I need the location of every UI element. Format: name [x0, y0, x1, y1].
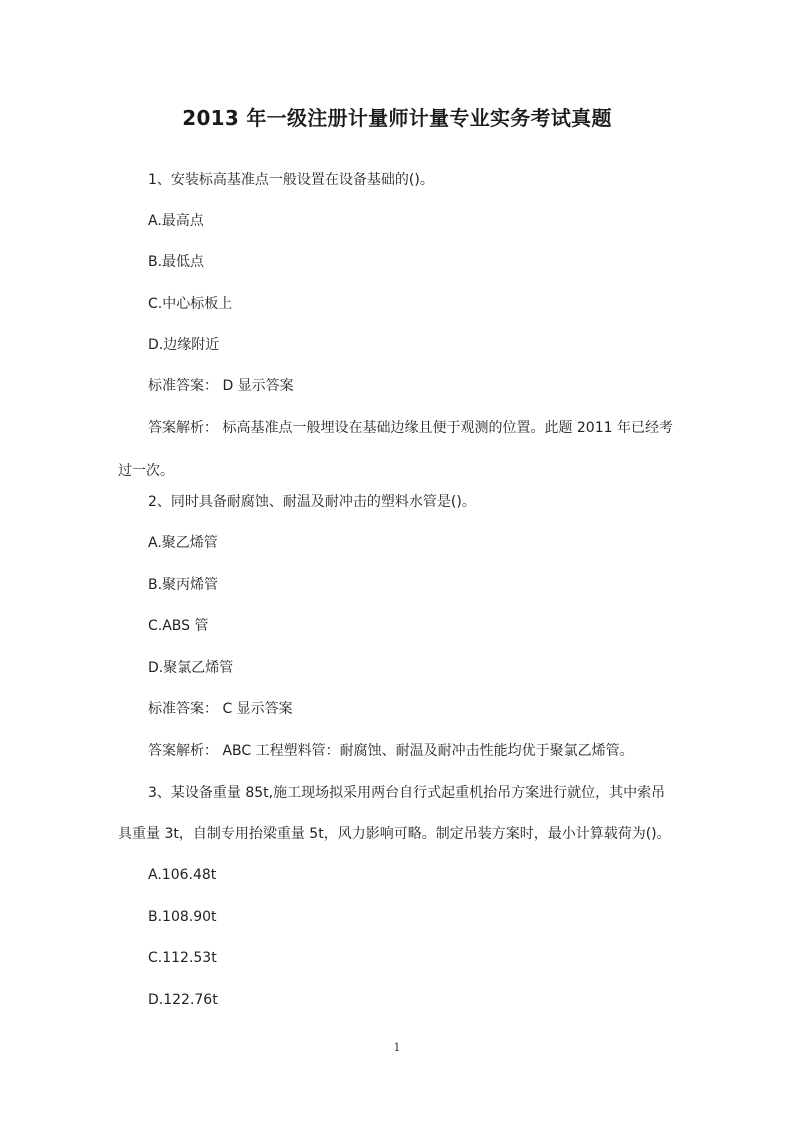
question-3-option-a: A.106.48t — [148, 867, 217, 883]
question-1-option-a: A.最高点 — [148, 213, 204, 229]
question-1-analysis: 答案解析： 标高基准点一般埋设在基础边缘且便于观测的位置。此题 2011 年已经考 — [148, 420, 673, 436]
question-1-option-b: B.最低点 — [148, 254, 205, 270]
page-number: 1 — [393, 1041, 401, 1054]
question-1-option-d: D.边缘附近 — [148, 337, 220, 353]
question-2-option-a: A.聚乙烯管 — [148, 535, 218, 551]
question-1-stem: 1、安装标高基准点一般设置在设备基础的()。 — [148, 172, 434, 188]
question-3-stem: 3、某设备重量 85t,施工现场拟采用两台自行式起重机抬吊方案进行就位，其中索吊 — [148, 785, 666, 801]
question-2-option-b: B.聚丙烯管 — [148, 577, 219, 593]
question-2-analysis: 答案解析： ABC 工程塑料管：耐腐蚀、耐温及耐冲击性能均优于聚氯乙烯管。 — [148, 743, 634, 759]
question-1-option-c: C.中心标板上 — [148, 296, 233, 312]
question-2-option-c: C.ABS 管 — [148, 618, 209, 634]
question-3-option-c: C.112.53t — [148, 950, 217, 966]
question-3-option-d: D.122.76t — [148, 992, 218, 1008]
question-1-answer: 标准答案： D 显示答案 — [148, 378, 294, 394]
question-2-stem: 2、同时具备耐腐蚀、耐温及耐冲击的塑料水管是()。 — [148, 494, 476, 510]
question-3-stem-continued: 具重量 3t，自制专用抬梁重量 5t，风力影响可略。制定吊装方案时，最小计算载荷为()。 — [118, 826, 671, 842]
question-2-option-d: D.聚氯乙烯管 — [148, 660, 234, 676]
question-1-analysis-continued: 过一次。 — [118, 463, 174, 479]
document-title: 2013 年一级注册计量师计量专业实务考试真题 — [182, 106, 612, 130]
question-3-option-b: B.108.90t — [148, 909, 217, 925]
question-2-answer: 标准答案： C 显示答案 — [148, 701, 293, 717]
